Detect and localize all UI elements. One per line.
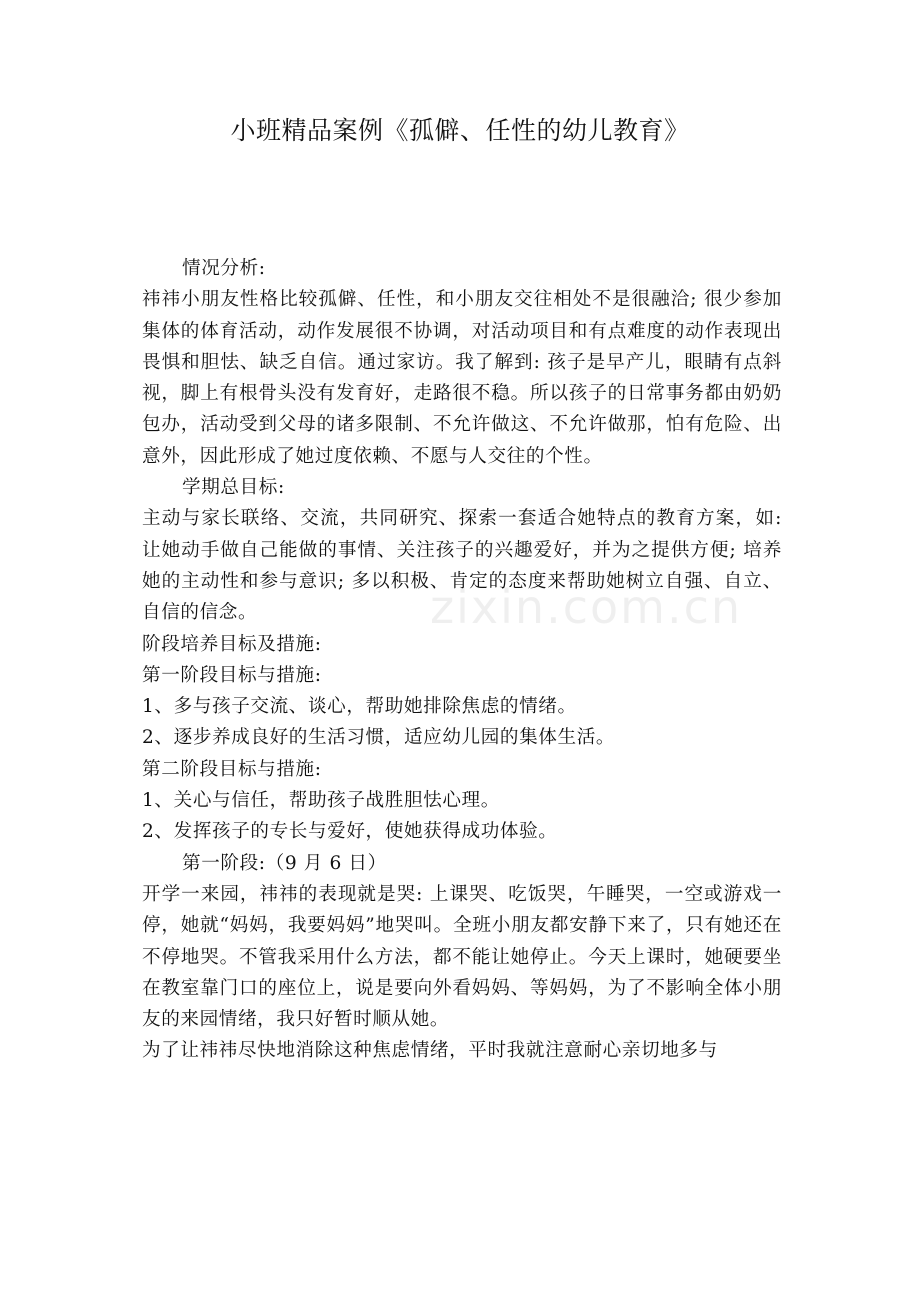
paragraph: 第一阶段:（9 月 6 日） [182, 852, 387, 874]
paragraph: 情况分析: [182, 258, 266, 279]
paragraph: 开学一来园，祎祎的表现就是哭: 上课哭、吃饭哭，午睡哭，一空或游戏一停，她就“妈妈，我要妈妈”地哭叫。全班小朋友都安静下来了，只有她还在不停地哭。不管我采用什么方法，都不能让她停止。今天上课时，她硬要坐在教室靠门口的座位上，说是要向外看妈妈、等妈妈，为了不影响全体小朋友的来园情绪，我只好暂时顺从她。 [142, 883, 782, 1031]
paragraph: 2、发挥孩子的专长与爱好，使她获得成功体验。 [142, 821, 558, 843]
document-body [142, 253, 782, 1067]
paragraph: 2、逐步养成良好的生活习惯，适应幼儿园的集体生活。 [142, 727, 616, 749]
paragraph: 阶段培养目标及措施: [142, 633, 322, 655]
paragraph: 1、关心与信任，帮助孩子战胜胆怯心理。 [142, 790, 500, 812]
paragraph: 祎祎小朋友性格比较孤僻、任性，和小朋友交往相处不是很融洽; 很少参加集体的体育活动，动作发展很不协调，对活动项目和有点难度的动作表现出畏惧和胆怯、缺乏自信。通过家访。我了解到: 孩子是早产儿，眼睛有点斜视，脚上有根骨头没有发育好，走路很不稳。所以孩子的日常事务都由奶奶包办，活动受到父母的诸多限制、不允许做这、不允许做那，怕有危险、出意外，因此形成了她过度依赖、不愿与人交往的个性。 [142, 289, 782, 467]
paragraph: 为了让祎祎尽快地消除这种焦虑情绪，平时我就注意耐心亲切地多与 [142, 1040, 718, 1062]
paragraph: 第一阶段目标与措施: [142, 664, 322, 686]
paragraph: 1、多与孩子交流、谈心，帮助她排除焦虑的情绪。 [142, 696, 577, 718]
watermark: zixin.com.cn [430, 580, 743, 634]
paragraph: 第二阶段目标与措施: [142, 758, 322, 780]
paragraph: 学期总目标: [182, 477, 285, 499]
document-title: 小班精品案例《孤僻、任性的幼儿教育》 [230, 116, 690, 145]
paragraph: 主动与家长联络、交流，共同研究、探索一套适合她特点的教育方案，如: 让她动手做自己能做的事情、关注孩子的兴趣爱好，并为之提供方便; 培养她的主动性和参与意识; 多以积极、肯定的态度来帮助她树立自强、自立、自信的信念。 [142, 508, 782, 624]
